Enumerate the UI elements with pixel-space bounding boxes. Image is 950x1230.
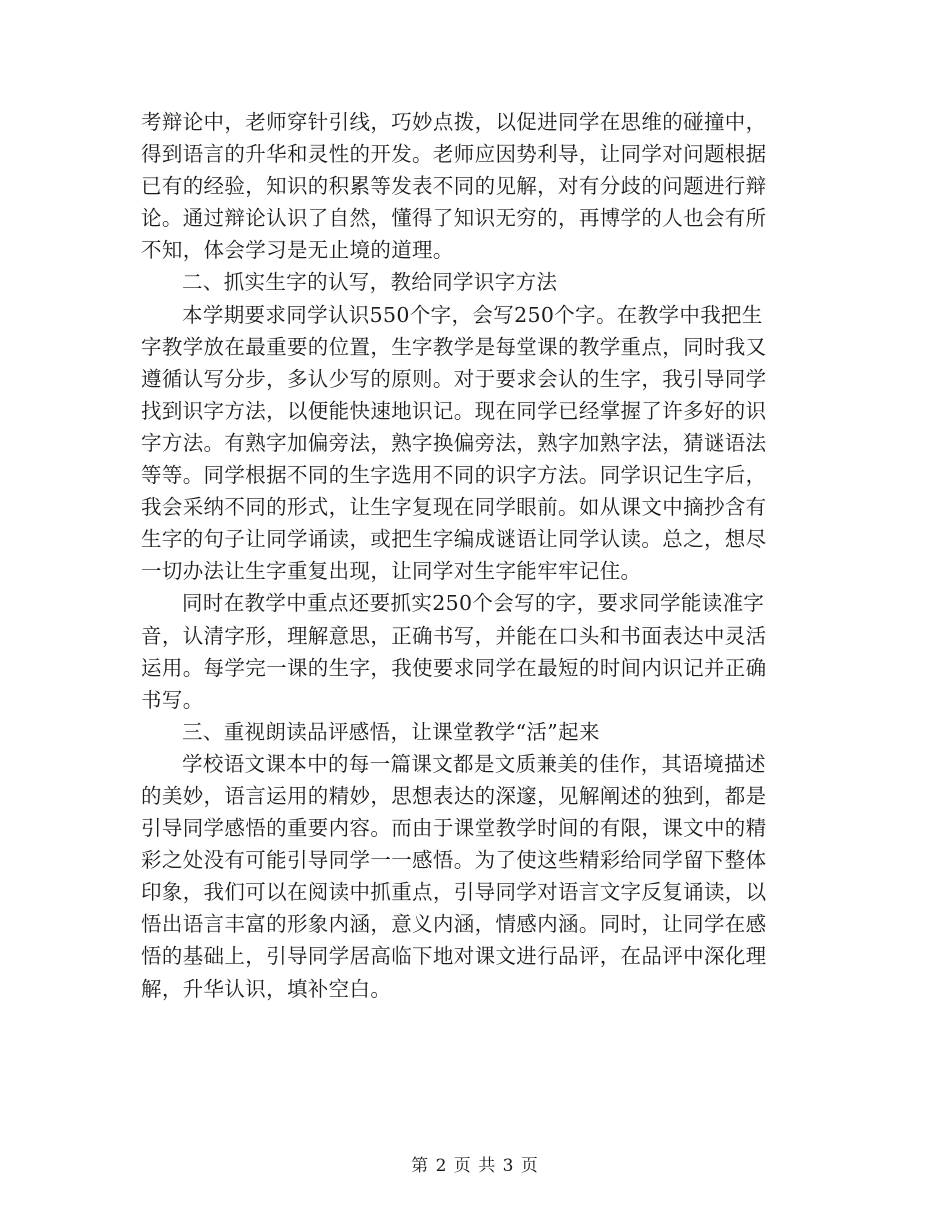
text-line: 三、重视朗读品评感悟，让课堂教学“活”起来 xyxy=(182,719,600,744)
text-line: 运用。每学完一课的生字，我使要求同学在最短的时间内识记并正确 xyxy=(141,655,767,680)
text-line: 生字的句子让同学诵读，或把生字编成谜语让同学认读。总之，想尽 xyxy=(141,527,767,552)
text-line: 学校语文课本中的每一篇课文都是文质兼美的佳作，其语境描述 xyxy=(182,751,766,776)
text-line: 音，认清字形，理解意思，正确书写，并能在口头和书面表达中灵活 xyxy=(141,623,767,648)
text-line: 遵循认写分步，多认少写的原则。对于要求会认的生字，我引导同学 xyxy=(141,366,767,391)
text-line: 得到语言的升华和灵性的开发。老师应因势利导，让同学对问题根据 xyxy=(141,142,767,167)
text-line: 我会采纳不同的形式，让生字复现在同学眼前。如从课文中摘抄含有 xyxy=(141,495,767,520)
page-footer: 第 2 页 共 3 页 xyxy=(411,1156,539,1176)
text-line: 不知，体会学习是无止境的道理。 xyxy=(141,238,454,263)
text-line: 解，升华认识，填补空白。 xyxy=(141,976,392,1001)
document-body xyxy=(141,106,801,1005)
text-line: 字方法。有熟字加偏旁法，熟字换偏旁法，熟字加熟字法，猜谜语法 xyxy=(141,430,767,455)
text-line: 的美妙，语言运用的精妙，思想表达的深邃，见解阐述的独到，都是 xyxy=(141,783,767,808)
text-line: 悟的基础上，引导同学居高临下地对课文进行品评，在品评中深化理 xyxy=(141,944,767,969)
text-line: 悟出语言丰富的形象内涵，意义内涵，情感内涵。同时，让同学在感 xyxy=(141,912,767,937)
text-line: 书写。 xyxy=(141,687,204,712)
text-line: 一切办法让生字重复出现，让同学对生字能牢牢记住。 xyxy=(141,559,642,584)
text-line: 本学期要求同学认识550个字，会写250个字。在教学中我把生 xyxy=(182,302,763,327)
text-line: 二、抓实生字的认写，教给同学识字方法 xyxy=(182,270,558,295)
text-line: 论。通过辩论认识了自然，懂得了知识无穷的，再博学的人也会有所 xyxy=(141,206,767,231)
text-line: 同时在教学中重点还要抓实250个会写的字，要求同学能读准字 xyxy=(182,591,765,616)
text-line: 彩之处没有可能引导同学一一感悟。为了使这些精彩给同学留下整体 xyxy=(141,848,767,873)
text-line: 字教学放在最重要的位置，生字教学是每堂课的教学重点，同时我又 xyxy=(141,334,767,359)
text-line: 印象，我们可以在阅读中抓重点，引导同学对语言文字反复诵读，以 xyxy=(141,880,767,905)
text-line: 等等。同学根据不同的生字选用不同的识字方法。同学识记生字后， xyxy=(141,463,767,488)
text-line: 已有的经验，知识的积累等发表不同的见解，对有分歧的问题进行辩 xyxy=(141,174,767,199)
text-line: 考辩论中，老师穿针引线，巧妙点拨，以促进同学在思维的碰撞中， xyxy=(141,110,767,134)
text-line: 引导同学感悟的重要内容。而由于课堂教学时间的有限，课文中的精 xyxy=(141,816,767,841)
text-line: 找到识字方法，以便能快速地识记。现在同学已经掌握了许多好的识 xyxy=(141,398,767,423)
